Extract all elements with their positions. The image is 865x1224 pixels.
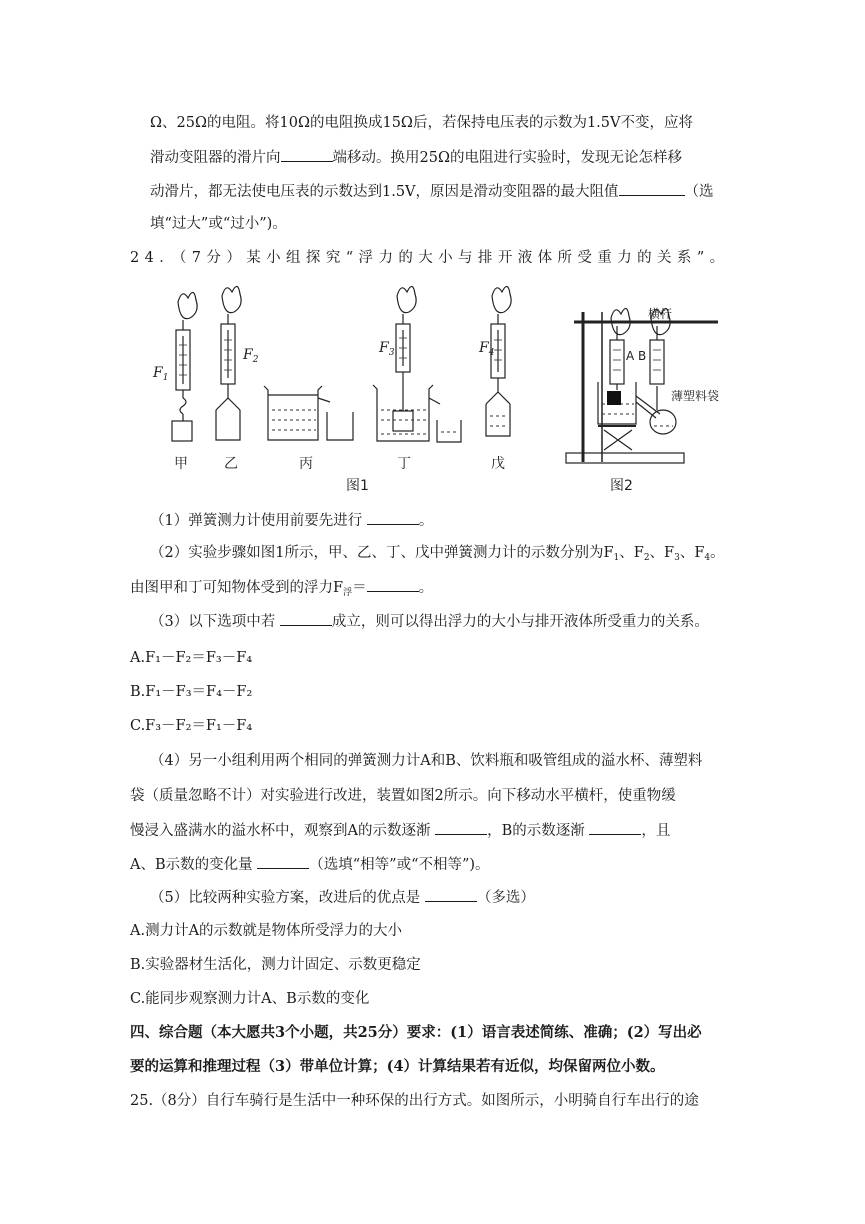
improved-apparatus [566,308,718,463]
subscript: 4 [704,553,711,563]
option-c: C.F₃－F₂＝F₁－F₄ [130,718,253,734]
q24-text: 。 [710,545,725,561]
force-label-f1: $F_1$ [153,365,169,383]
q24-text: （2）实验步骤如图1所示，甲、乙、丁、戊中弹簧测力计的示数分别为F [150,545,614,561]
scale-a-label: A [626,349,635,363]
label-yi: 乙 [224,456,238,472]
subscript: 1 [613,553,620,563]
q24-text: （5）比较两种实验方案，改进后的优点是 [150,890,421,906]
q24-text: （多选） [476,890,535,906]
crossbar-label: 横杆 [648,307,673,321]
overflow-cup-bing [264,386,353,440]
q23-text: （选 [684,184,714,200]
q25-line-1: 25.（8分）自行车骑行是生活中一种环保的出行方式。如图所示，小明骑自行车出行的途 [130,1093,699,1109]
part-5-option-c: C.能同步观察测力计A、B示数的变化 [130,991,370,1007]
q24-text: 。 [418,513,434,529]
q24-part-1 [150,510,740,531]
q24-text: （3）以下选项中若 [150,614,276,630]
figure-1-caption: 图1 [346,478,369,494]
q24-text: ，且 [641,823,671,839]
q24-text: 、F [619,545,644,561]
scale-b-label: B [638,349,647,363]
force-label-f4: $F_4$ [479,340,495,358]
answer-blank[interactable] [367,510,419,525]
subscript: 2 [643,553,650,563]
spring-scale-wu [486,286,511,436]
q24-part-4-line-4 [130,854,720,875]
q24-part-2-line-2 [130,577,720,600]
option-a: A.F₁－F₂＝F₃－F₄ [130,650,253,666]
answer-blank[interactable] [367,577,419,592]
q23-line-4: 填“过大”或“过小”)。 [150,216,287,232]
label-ding: 丁 [397,456,411,472]
answer-blank[interactable] [425,887,477,902]
subscript: 浮 [343,588,353,598]
answer-blank[interactable] [589,820,641,835]
q23-text: 滑动变阻器的滑片向 [150,150,281,166]
q24-text: 、F [679,545,705,561]
q24-part-5 [150,887,740,908]
q23-text: 动滑片，都无法使电压表的示数达到1.5V，原因是滑动变阻器的最大阻值 [150,184,619,200]
q24-text: A、B示数的变化量 [130,857,253,873]
section-4-heading: 四、综合题（本大愿共3个小题，共25分）要求：(1）语言表述简练、准确；(2）写出必 [130,1024,702,1041]
figure-2-caption: 图2 [610,478,633,494]
q24-part-4-line-3 [130,820,720,841]
q24-text: 、F [649,545,675,561]
spring-scale-ding [373,286,461,442]
label-wu: 戊 [491,456,505,472]
part-5-option-b: B.实验器材生活化，测力计固定、示数更稳定 [130,957,421,973]
q24-text: 。 [418,580,434,596]
heavy-object [607,391,621,405]
answer-blank[interactable] [280,611,332,626]
q24-title: 24．（7分）某小组探究“浮力的大小与排开液体所受重力的关系”。 [130,250,730,266]
q24-text: 由图甲和丁可知物体受到的浮力F [130,580,344,596]
bag-label: 薄塑料袋 [671,389,720,403]
q24-part-4-line-2: 袋（质量忽略不计）对实验进行改进，装置如图2所示。向下移动水平横杆，使重物缓 [130,788,676,804]
spring-scale-yi [216,286,241,440]
force-label-f2: $F_2$ [243,347,259,365]
spring-scale-jia [172,292,197,441]
answer-blank[interactable] [257,854,309,869]
q24-text: （选填“相等”或“不相等”)。 [309,857,490,873]
q23-line-1: Ω、25Ω的电阻。将10Ω的电阻换成15Ω后，若保持电压表的示数为1.5V不变，应将 [150,115,693,131]
q24-text: ，B的示数逐渐 [487,823,585,839]
option-b: B.F₁－F₃＝F₄－F₂ [130,684,253,700]
q24-text: 慢浸入盛满水的溢水杯中，观察到A的示数逐渐 [130,823,431,839]
section-4-requirements: 要的运算和推理过程（3）带单位计算；(4）计算结果若有近似，均保留两位小数。 [130,1058,665,1075]
force-label-f3: $F_3$ [379,340,395,358]
q23-text: 端移动。换用25Ω的电阻进行实验时，发现无论怎样移 [332,150,682,166]
answer-blank[interactable] [435,820,487,835]
part-5-option-a: A.测力计A的示数就是物体所受浮力的大小 [130,923,403,939]
subscript: 3 [674,553,680,563]
q24-part-3 [150,611,740,632]
q24-text: ＝ [352,580,367,596]
q24-part-2 [150,543,740,565]
label-bing: 丙 [299,456,313,472]
q24-text: （1）弹簧测力计使用前要先进行 [150,513,363,529]
label-jia: 甲 [174,456,188,472]
q24-part-4-line-1: （4）另一小组利用两个相同的弹簧测力计A和B、饮料瓶和吸管组成的溢水杯、薄塑料 [150,753,703,769]
q24-text: 成立，则可以得出浮力的大小与排开液体所受重力的关系。 [331,614,709,630]
